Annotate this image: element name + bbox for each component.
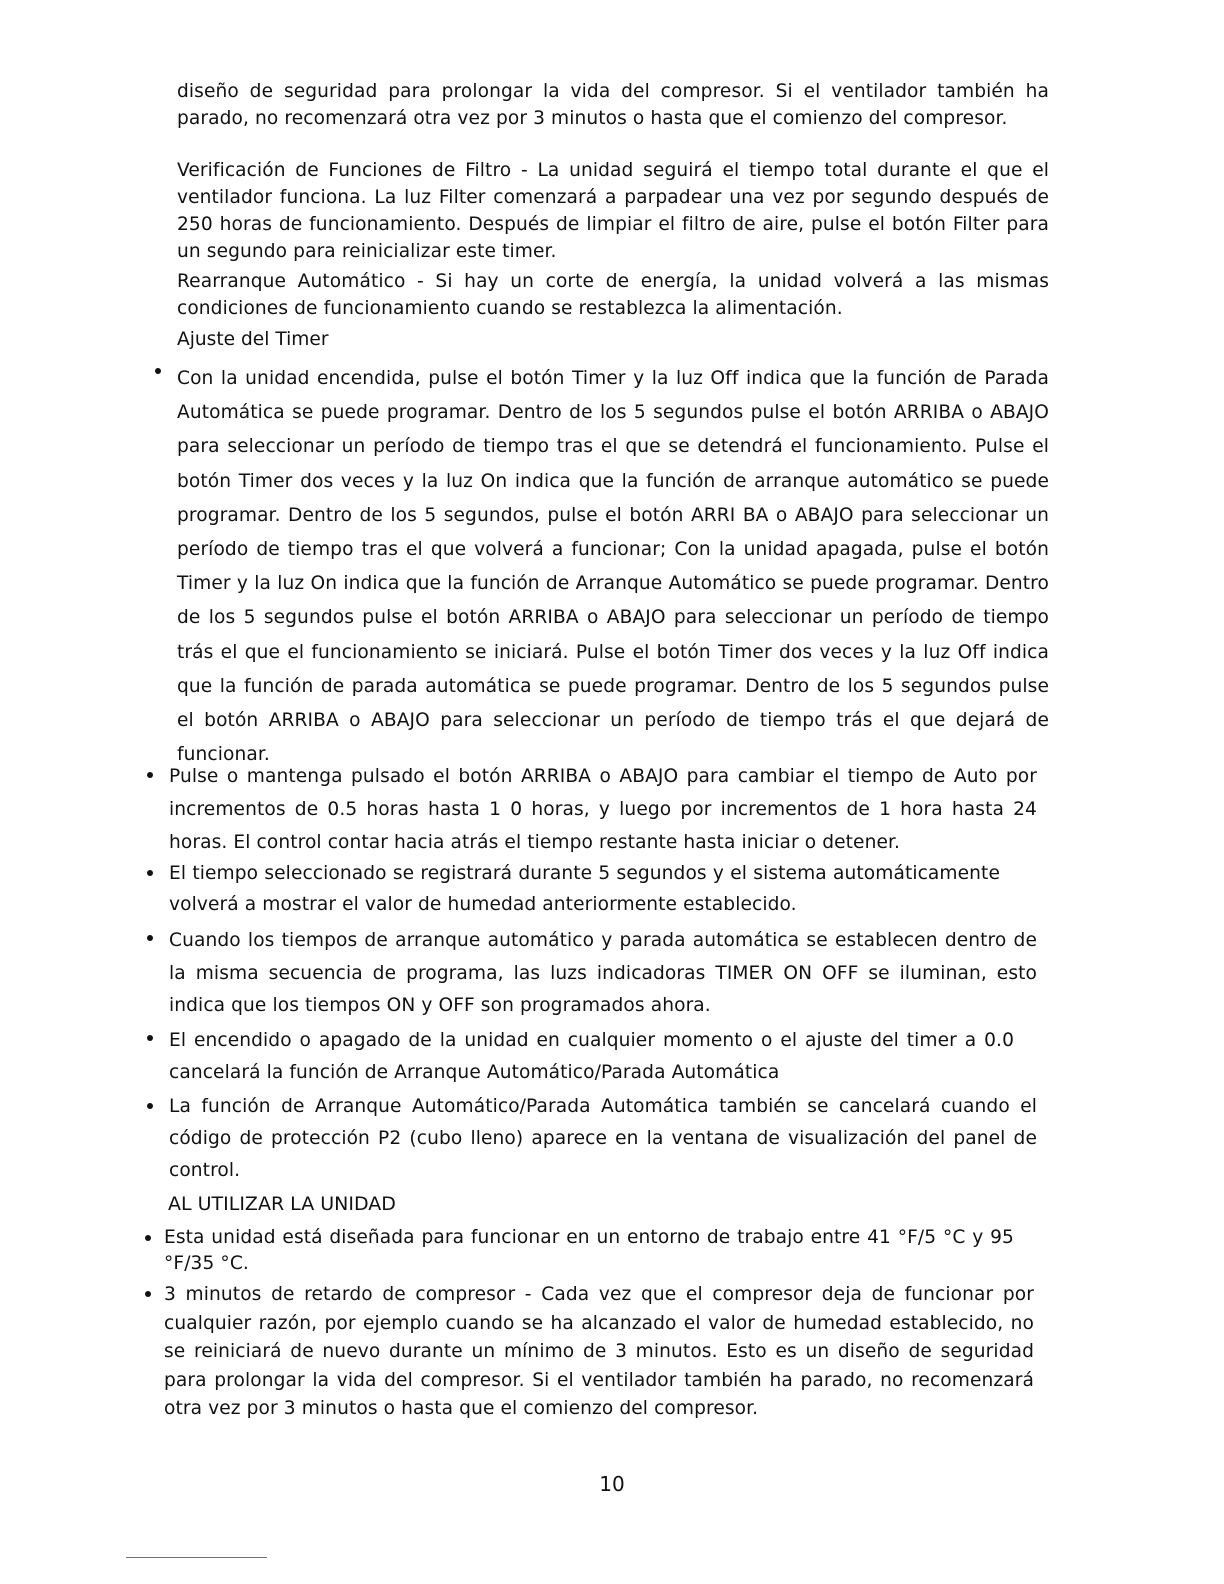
bullet-icon <box>147 1103 153 1109</box>
bullet-icon <box>147 1035 153 1041</box>
usage-section-heading: AL UTILIZAR LA UNIDAD <box>168 1193 396 1215</box>
timer-section-heading: Ajuste del Timer <box>177 329 329 350</box>
manual-page: diseño de seguridad para prolongar la vida del compresor. Si el ventilador también ha parado, no recomenzará otra vez por 3 minutos o hasta que el comienzo del compresor. Verificación de Funciones de Filtro - La unidad seguirá el tiempo total durante el que el ventilador funciona. La luz Filter comenzará a parpadear una vez por segundo después de 250 horas de funcionamiento. Después de limpiar el filtro de aire, pulse el botón Filter para un segundo para reinicializar este timer. Rearranque Automático - Si hay un corte de energía, la unidad volverá a las mismas condiciones de funcionamiento cuando se restablezca la alimentación. Ajuste del Timer Con la unidad encendida, pulse el botón Timer y la luz Off indica que la función de Parada Automática se puede programar. Dentro de los 5 segundos pulse el botón ARRIBA o ABAJO para seleccionar un período de tiempo tras el que se detendrá el funcionamiento. Pulse el botón Timer dos veces y la luz On indica que la función de arranque automático se puede programar. Dentro de los 5 segundos, pulse el botón ARRI BA o ABAJO para seleccionar un período de tiempo tras el que volverá a funcionar; Con la unidad apagada, pulse el botón Timer y la luz On indica que la función de Arranque Automático se puede programar. Dentro de los 5 segundos pulse el botón ARRIBA o ABAJO para seleccionar un período de tiempo trás el que el funcionamiento se iniciará. Pulse el botón Timer dos veces y la luz Off indica que la función de parada automática se puede programar. Dentro de los 5 segundos pulse el botón ARRIBA o ABAJO para seleccionar un período de tiempo trás el que dejará de funcionar. Pulse o mantenga pulsado el botón ARRIBA o ABAJO para cambiar el tiempo de Auto por incrementos de 0.5 horas hasta 1 0 horas, y luego por incrementos de 1 hora hasta 24 horas. El control contar hacia atrás el tiempo restante hasta iniciar o detener. El tiempo seleccionado se registrará durante 5 segundos y el sistema automáticamente volverá a mostrar el valor de humedad anteriormente establecido. Cuando los tiempos de arranque automático y parada automática se establecen dentro de la misma secuencia de programa, las luzs indicadoras TIMER ON OFF se iluminan, esto indica que los tiempos ON y OFF son programados ahora. El encendido o apagado de la unidad en cualquier momento o el ajuste del timer a 0.0 cancelará la función de Arranque Automático/Parada Automática La función de Arranque Automático/Parada Automática también se cancelará cuando el código de protección P2 (cubo lleno) aparece en la ventana de visualización del panel de control. AL UTILIZAR LA UNIDAD Esta unidad está diseñada para funcionar en un entorno de trabajo entre 41 °F/5 °C y 95 °F/35 °C. 3 minutos de retardo de compresor - Cada vez que el compresor deja de funcionar por cualquier razón, por ejemplo cuando se ha alcanzado el valor de humedad establecido, no se reiniciará de nuevo durante un mínimo de 3 minutos. Esto es un diseño de seguridad para prolongar la vida del compresor. Si el ventilador también ha parado, no recomenzará otra vez por 3 minutos o hasta que el comienzo del compresor. 10 <box>0 0 1224 1584</box>
page-number: 10 <box>599 1472 625 1496</box>
filter-check-paragraph: Verificación de Funciones de Filtro - La unidad seguirá el tiempo total durante el que el ventilador funciona. La luz Filter comenzará a parpadear una vez por segundo después de 250 horas de funcionamiento. Después de limpiar el filtro de aire, pulse el botón Filter para un segundo para reinicializar este timer. <box>177 160 1049 262</box>
bullet-icon <box>147 772 153 778</box>
bullet-icon <box>147 870 153 876</box>
bullet-icon <box>145 1291 151 1297</box>
bullet-icon <box>147 935 153 941</box>
bullet-icon <box>155 368 161 374</box>
footer-divider <box>126 1557 267 1558</box>
bullet-icon <box>145 1235 151 1241</box>
auto-restart-paragraph: Rearranque Automático - Si hay un corte de energía, la unidad volverá a las mismas condiciones de funcionamiento cuando se restablezca la alimentación. <box>177 271 1049 319</box>
compressor-note-paragraph: diseño de seguridad para prolongar la vida del compresor. Si el ventilador también ha parado, no recomenzará otra vez por 3 minutos o hasta que el comienzo del compresor. <box>177 81 1049 129</box>
